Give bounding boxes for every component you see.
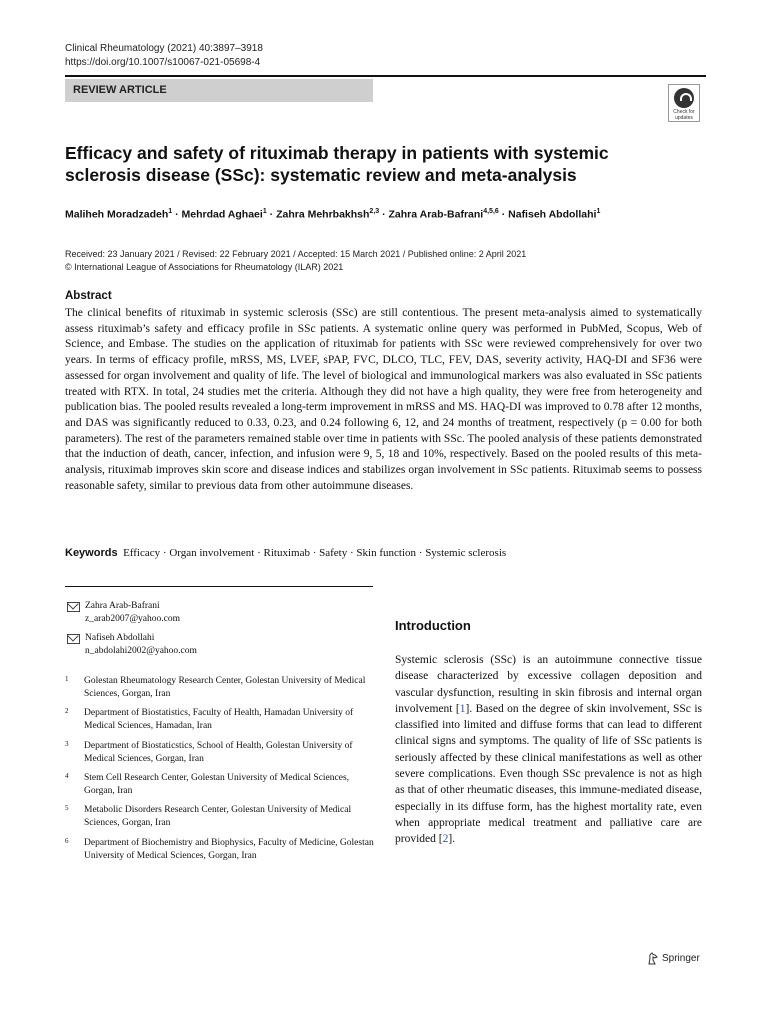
author-list: Maliheh Moradzadeh$^1$ · Mehrdad Aghaei$^1$ · Zahra Mehrbakhsh$^{2,3}$ · Zahra Arab-Bafrani$^{4,5,6}$ · Nafiseh Abdollahi$^1$	[65, 208, 601, 221]
author-name[interactable]: Zahra Arab-Bafrani	[388, 208, 484, 221]
author-affiliation-ref: 1	[262, 208, 267, 215]
contact-email[interactable]: z_arab2007@yahoo.com	[85, 614, 181, 624]
author-affiliation-ref: 1	[168, 208, 173, 215]
article-type-label: REVIEW ARTICLE	[65, 79, 373, 102]
header-rule	[65, 75, 706, 77]
intro-text: Systemic sclerosis (SSc) is an autoimmune connective tissue disease characterized by excessive collagen deposition and vascular dysfunction, resulting in skin fibrosis and internal organ involvement [	[395, 654, 702, 715]
check-for-updates-badge[interactable]	[668, 84, 700, 122]
intro-text: ].	[448, 833, 456, 846]
footnote-rule	[65, 586, 373, 587]
affiliation-number: 1	[65, 675, 69, 683]
keywords-line: Keywords Efficacy · Organ involvement · Rituximab · Safety · Skin function · Systemic sclerosis	[65, 547, 507, 559]
article-title: Efficacy and safety of rituximab therapy in patients with systemic sclerosis disease (SSc): systematic review and meta-analysis	[65, 143, 609, 185]
publisher-logo	[647, 952, 700, 965]
affiliation-text: Department of Biochemistry and Biophysics, Faculty of Medicine, Golestan University of Medical Sciences, Gorgan, Iran	[84, 838, 374, 861]
contact-name: Nafiseh Abdollahi	[85, 633, 155, 643]
author-name[interactable]: Zahra Mehrbakhsh	[276, 208, 370, 221]
citation-link[interactable]: 2	[442, 833, 449, 846]
affiliation-number: 4	[65, 772, 69, 780]
intro-text: ]. Based on the degree of skin involvement, SSc is classified into limited and diffuse forms that can lead to different clinical signs and symptoms. The quality of life of SSc patients is seriously affected by these clinical manifestations as well as other severe complications. Even though SSc prevalence is not as high as that of other rheumatic diseases, this immune-mediated disease, especially in its diffuse form, has the highest mortality rate, even when appropriate medical treatment and palliative care are provided [	[395, 702, 702, 846]
affiliation-number: 6	[65, 837, 69, 845]
introduction-heading: Introduction	[395, 618, 471, 633]
author-affiliation-ref: 1	[596, 208, 601, 215]
affiliation-number: 3	[65, 740, 69, 748]
author-name[interactable]: Mehrdad Aghaei	[181, 208, 263, 221]
author-name[interactable]: Maliheh Moradzadeh	[65, 208, 169, 221]
affiliation-text: Department of Biostaticstics, School of Health, Golestan University of Medical Sciences, Gorgan, Iran	[84, 741, 353, 764]
affiliation-number: 5	[65, 804, 69, 812]
author-affiliation-ref: 4,5,6	[483, 208, 499, 215]
affiliation-text: Golestan Rheumatology Research Center, Golestan University of Medical Sciences, Gorgan, Iran	[84, 676, 366, 699]
keyword: Skin function	[356, 547, 417, 559]
envelope-icon	[67, 634, 80, 644]
envelope-icon	[67, 602, 80, 612]
contact-email[interactable]: n_abdolahi2002@yahoo.com	[85, 646, 197, 656]
journal-citation: Clinical Rheumatology (2021) 40:3897–3918	[65, 43, 263, 54]
journal-header	[65, 42, 263, 70]
check-for-updates-icon	[674, 88, 694, 108]
keywords-label: Keywords	[65, 547, 118, 559]
citation-link[interactable]: 1	[459, 702, 466, 715]
history-dates: Received: 23 January 2021 / Revised: 22 February 2021 / Accepted: 15 March 2021 / Published online: 2 April 2021	[65, 249, 527, 259]
publisher-name: Springer	[662, 953, 700, 964]
keyword: Safety	[319, 547, 348, 559]
author-affiliation-ref: 2,3	[369, 208, 380, 215]
badge-text: Check for updates	[673, 109, 695, 121]
abstract-heading: Abstract	[65, 290, 112, 302]
abstract-body: The clinical benefits of rituximab in systemic sclerosis (SSc) are still contentious. The present meta-analysis aimed to systematically assess rituximab’s safety and efficacy profile in SSc patients. A systematic online query was performed in PubMed, Scopus, Web of Science, and Embase. The studies on the application of rituximab for patients with SSc were reviewed comprehensively for over two years. In terms of efficacy profile, mRSS, MS, LVEF, sPAP, FVC, DLCO, TLC, FEV, DAS, severity activity, HAQ-DI and SF36 were assessed for organ involvement and quality of life. The level of biological and immunological markers was also evaluated in SSc patients treated with RTX. In total, 24 studies met the criteria. Although they did not have a high quality, they were free from heterogeneity and publication bias. The pooled results revealed a long-term improvement in mRSS and MS. HAQ-DI was improved to 0.78 after 12 months, and DAS was significantly reduced to 0.33, 0.23, and 0.24 following 6, 12, and 24 months of treatment, respectively (p = 0.00 for both parameters). The rest of the parameters remained stable over time in patients with SSc. The pooled analysis of these patients demonstrated that the induction of death, cancer, infection, and infusion were 9, 5, 18 and 10%, respectively. Based on the pooled results of this meta-analysis, rituximab improves skin score and disease indices and stabilizes organ involvement in SSc patients. Rituximab seems to possess reasonable safety, similar to previous data from other autoimmune diseases.	[65, 307, 702, 492]
copyright-line: © International League of Associations for Rheumatology (ILAR) 2021	[65, 262, 344, 272]
affiliation-text: Metabolic Disorders Research Center, Golestan University of Medical Sciences, Gorgan, Iran	[84, 805, 352, 828]
doi-link[interactable]: https://doi.org/10.1007/s10067-021-05698-4	[65, 57, 261, 68]
affiliation-text: Stem Cell Research Center, Golestan University of Medical Sciences, Gorgan, Iran	[84, 773, 350, 796]
contact-item	[67, 632, 197, 656]
introduction-body	[395, 652, 702, 848]
keyword: Systemic sclerosis	[425, 547, 507, 559]
keyword: Organ involvement	[169, 547, 255, 559]
springer-horse-icon	[647, 952, 658, 965]
contact-name: Zahra Arab-Bafrani	[85, 601, 160, 611]
contact-item	[67, 600, 181, 624]
publication-history	[65, 248, 526, 274]
affiliation-number: 2	[65, 707, 69, 715]
author-name[interactable]: Nafiseh Abdollahi	[508, 208, 597, 221]
affiliation-text: Department of Biostatistics, Faculty of Health, Hamadan University of Medical Sciences, Hamadan, Iran	[84, 708, 354, 731]
keyword: Rituximab	[263, 547, 310, 559]
keyword: Efficacy	[123, 547, 161, 559]
